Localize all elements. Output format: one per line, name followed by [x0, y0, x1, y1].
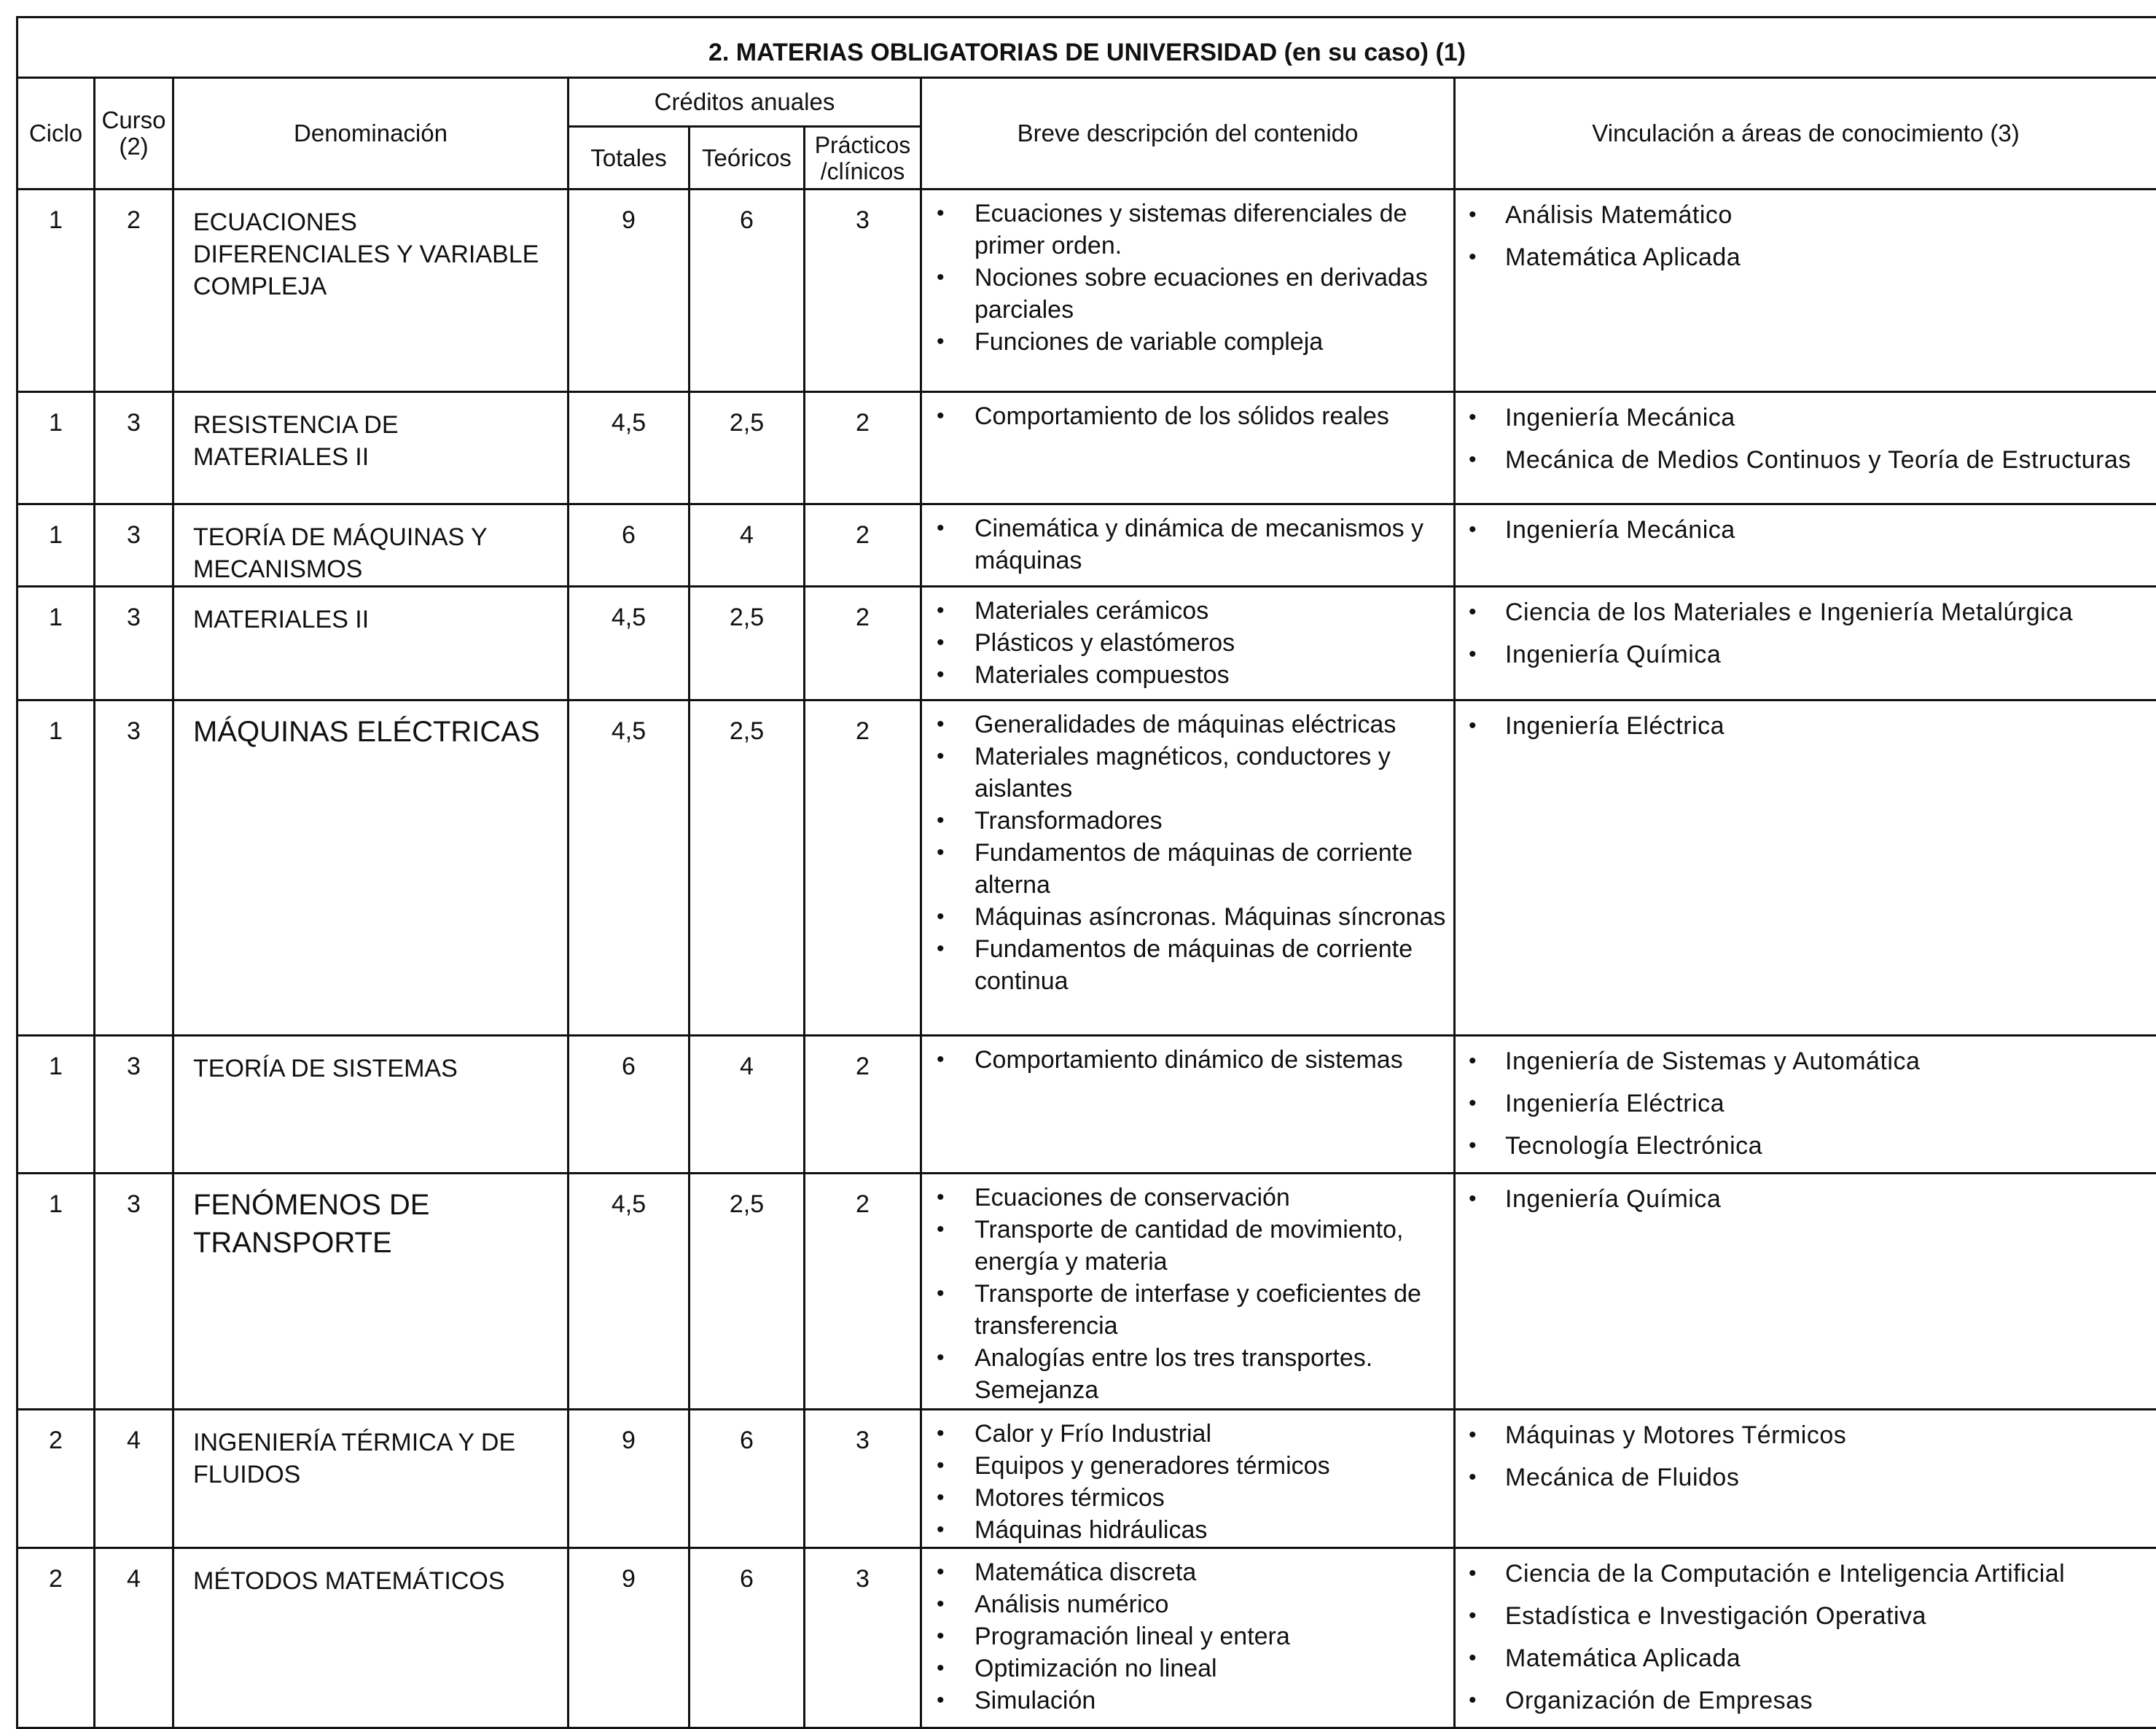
subjects-table [16, 16, 2156, 1729]
ciclo-cell: 1 [17, 392, 95, 504]
description-item: • Plásticos y elastómeros [931, 627, 1450, 659]
description-item: • Calor y Frío Industrial [931, 1418, 1450, 1450]
description-item: • Ecuaciones de conservación [931, 1182, 1450, 1214]
denominacion-cell: TEORÍA DE MÁQUINAS Y MECANISMOS [173, 504, 569, 587]
totales-cell: 4,5 [569, 587, 690, 700]
area-item: • Matemática Aplicada [1464, 241, 2153, 273]
description-cell [921, 1548, 1455, 1728]
header-ciclo: Ciclo [17, 78, 95, 190]
teoricos-cell: 4 [690, 504, 805, 587]
header-practicos-label: Prácticos [805, 132, 920, 158]
areas-cell [1455, 1174, 2156, 1410]
practicos-cell: 2 [805, 1036, 921, 1174]
description-item: • Motores térmicos [931, 1482, 1450, 1514]
teoricos-cell: 6 [690, 1548, 805, 1728]
document-page [16, 16, 2156, 1693]
description-cell [921, 587, 1455, 700]
practicos-cell: 3 [805, 1548, 921, 1728]
description-item: • Matemática discreta [931, 1556, 1450, 1588]
ciclo-cell: 1 [17, 1174, 95, 1410]
description-item: • Ecuaciones y sistemas diferenciales de primer orden. [931, 198, 1450, 262]
curso-cell: 3 [95, 1174, 173, 1410]
description-list [922, 1410, 1453, 1546]
ciclo-cell: 1 [17, 700, 95, 1036]
description-item: • Transporte de interfase y coeficientes de transferencia [931, 1278, 1450, 1342]
areas-list [1456, 701, 2156, 742]
description-item: • Transformadores [931, 805, 1450, 837]
header-row-1 [17, 78, 2156, 127]
area-item: • Ciencia de los Materiales e Ingeniería Metalúrgica [1464, 596, 2153, 628]
description-item: • Generalidades de máquinas eléctricas [931, 709, 1450, 741]
header-curso-note: (2) [95, 133, 172, 160]
description-list [922, 1174, 1453, 1406]
header-curso-label: Curso [95, 107, 172, 133]
table-row [17, 190, 2156, 392]
areas-list [1456, 1410, 2156, 1494]
areas-cell [1455, 587, 2156, 700]
header-teoricos: Teóricos [690, 127, 805, 190]
totales-cell: 9 [569, 190, 690, 392]
totales-cell: 4,5 [569, 392, 690, 504]
description-item: • Optimización no lineal [931, 1652, 1450, 1685]
practicos-cell: 2 [805, 700, 921, 1036]
denominacion-cell: ECUACIONES DIFERENCIALES Y VARIABLE COMPLEJA [173, 190, 569, 392]
areas-cell [1455, 190, 2156, 392]
description-item: • Funciones de variable compleja [931, 326, 1450, 358]
totales-cell: 4,5 [569, 1174, 690, 1410]
curso-cell: 3 [95, 700, 173, 1036]
areas-cell [1455, 392, 2156, 504]
description-list [922, 190, 1453, 358]
description-cell [921, 504, 1455, 587]
table-row [17, 1174, 2156, 1410]
table-row [17, 504, 2156, 587]
description-item: • Fundamentos de máquinas de corriente continua [931, 933, 1450, 997]
description-item: • Transporte de cantidad de movimiento, energía y materia [931, 1214, 1450, 1278]
header-practicos-label-2: /clínicos [805, 158, 920, 184]
description-item: • Comportamiento dinámico de sistemas [931, 1044, 1450, 1076]
denominacion-cell: MÉTODOS MATEMÁTICOS [173, 1548, 569, 1728]
description-item: • Equipos y generadores térmicos [931, 1450, 1450, 1482]
teoricos-cell: 2,5 [690, 700, 805, 1036]
practicos-cell: 2 [805, 504, 921, 587]
curso-cell: 3 [95, 392, 173, 504]
areas-list [1456, 588, 2156, 671]
practicos-cell: 3 [805, 190, 921, 392]
area-item: • Organización de Empresas [1464, 1685, 2153, 1717]
areas-list [1456, 1037, 2156, 1162]
description-cell [921, 700, 1455, 1036]
description-item: • Cinemática y dinámica de mecanismos y máquinas [931, 512, 1450, 577]
areas-list [1456, 393, 2156, 476]
header-totales: Totales [569, 127, 690, 190]
teoricos-cell: 2,5 [690, 1174, 805, 1410]
area-item: • Mecánica de Medios Continuos y Teoría de Estructuras [1464, 444, 2153, 476]
denominacion-cell: RESISTENCIA DE MATERIALES II [173, 392, 569, 504]
totales-cell: 9 [569, 1548, 690, 1728]
curso-cell: 3 [95, 1036, 173, 1174]
header-vinculacion: Vinculación a áreas de conocimiento (3) [1455, 78, 2156, 190]
description-item: • Fundamentos de máquinas de corriente alterna [931, 837, 1450, 901]
title-row [17, 17, 2156, 78]
curso-cell: 4 [95, 1548, 173, 1728]
ciclo-cell: 1 [17, 587, 95, 700]
description-item: • Materiales magnéticos, conductores y aislantes [931, 741, 1450, 805]
area-item: • Ingeniería de Sistemas y Automática [1464, 1045, 2153, 1077]
table-row [17, 1410, 2156, 1548]
denominacion-cell: MATERIALES II [173, 587, 569, 700]
header-practicos [805, 127, 921, 190]
areas-list [1456, 505, 2156, 546]
header-descripcion: Breve descripción del contenido [921, 78, 1455, 190]
area-item: • Ingeniería Química [1464, 639, 2153, 671]
area-item: • Ingeniería Química [1464, 1183, 2153, 1215]
areas-list [1456, 1549, 2156, 1717]
description-cell [921, 1410, 1455, 1548]
practicos-cell: 2 [805, 392, 921, 504]
table-row [17, 700, 2156, 1036]
areas-cell [1455, 700, 2156, 1036]
curso-cell: 2 [95, 190, 173, 392]
description-list [922, 1549, 1453, 1717]
description-item: • Nociones sobre ecuaciones en derivadas parciales [931, 262, 1450, 326]
areas-cell [1455, 1036, 2156, 1174]
description-item: • Máquinas hidráulicas [931, 1514, 1450, 1546]
description-cell [921, 190, 1455, 392]
header-curso [95, 78, 173, 190]
teoricos-cell: 2,5 [690, 392, 805, 504]
practicos-cell: 2 [805, 1174, 921, 1410]
areas-cell [1455, 504, 2156, 587]
area-item: • Matemática Aplicada [1464, 1642, 2153, 1674]
description-cell [921, 392, 1455, 504]
table-row [17, 392, 2156, 504]
areas-list [1456, 190, 2156, 273]
header-denominacion: Denominación [173, 78, 569, 190]
area-item: • Estadística e Investigación Operativa [1464, 1600, 2153, 1632]
description-item: • Materiales compuestos [931, 659, 1450, 691]
areas-cell [1455, 1410, 2156, 1548]
ciclo-cell: 1 [17, 190, 95, 392]
ciclo-cell: 2 [17, 1410, 95, 1548]
description-item: • Análisis numérico [931, 1588, 1450, 1620]
teoricos-cell: 2,5 [690, 587, 805, 700]
totales-cell: 9 [569, 1410, 690, 1548]
description-item: • Programación lineal y entera [931, 1620, 1450, 1652]
description-item: • Comportamiento de los sólidos reales [931, 400, 1450, 432]
ciclo-cell: 2 [17, 1548, 95, 1728]
area-item: • Análisis Matemático [1464, 199, 2153, 231]
description-cell [921, 1036, 1455, 1174]
description-item: • Simulación [931, 1685, 1450, 1717]
denominacion-cell: MÁQUINAS ELÉCTRICAS [173, 700, 569, 1036]
description-item: • Materiales cerámicos [931, 595, 1450, 627]
description-item: • Analogías entre los tres transportes. Semejanza [931, 1342, 1450, 1406]
area-item: • Tecnología Electrónica [1464, 1130, 2153, 1162]
totales-cell: 6 [569, 1036, 690, 1174]
area-item: • Ingeniería Eléctrica [1464, 1088, 2153, 1120]
denominacion-cell: FENÓMENOS DE TRANSPORTE [173, 1174, 569, 1410]
teoricos-cell: 4 [690, 1036, 805, 1174]
area-item: • Ingeniería Eléctrica [1464, 710, 2153, 742]
description-cell [921, 1174, 1455, 1410]
description-list [922, 505, 1453, 577]
description-list [922, 393, 1453, 432]
area-item: • Ciencia de la Computación e Inteligencia Artificial [1464, 1558, 2153, 1590]
totales-cell: 6 [569, 504, 690, 587]
area-item: • Mecánica de Fluidos [1464, 1461, 2153, 1494]
teoricos-cell: 6 [690, 1410, 805, 1548]
totales-cell: 4,5 [569, 700, 690, 1036]
area-item: • Ingeniería Mecánica [1464, 402, 2153, 434]
description-list [922, 588, 1453, 691]
ciclo-cell: 1 [17, 1036, 95, 1174]
table-row [17, 1036, 2156, 1174]
practicos-cell: 3 [805, 1410, 921, 1548]
header-creditos: Créditos anuales [569, 78, 921, 127]
description-item: • Máquinas asíncronas. Máquinas síncronas [931, 901, 1450, 933]
table-title: 2. MATERIAS OBLIGATORIAS DE UNIVERSIDAD (en su caso) (1) [17, 17, 2156, 78]
description-list [922, 1037, 1453, 1076]
curso-cell: 3 [95, 504, 173, 587]
table-row [17, 1548, 2156, 1728]
areas-list [1456, 1174, 2156, 1215]
denominacion-cell: INGENIERÍA TÉRMICA Y DE FLUIDOS [173, 1410, 569, 1548]
table-row [17, 587, 2156, 700]
denominacion-cell: TEORÍA DE SISTEMAS [173, 1036, 569, 1174]
area-item: • Máquinas y Motores Térmicos [1464, 1419, 2153, 1451]
area-item: • Ingeniería Mecánica [1464, 514, 2153, 546]
practicos-cell: 2 [805, 587, 921, 700]
description-list [922, 701, 1453, 997]
ciclo-cell: 1 [17, 504, 95, 587]
curso-cell: 3 [95, 587, 173, 700]
areas-cell [1455, 1548, 2156, 1728]
teoricos-cell: 6 [690, 190, 805, 392]
table-body [17, 190, 2156, 1728]
curso-cell: 4 [95, 1410, 173, 1548]
